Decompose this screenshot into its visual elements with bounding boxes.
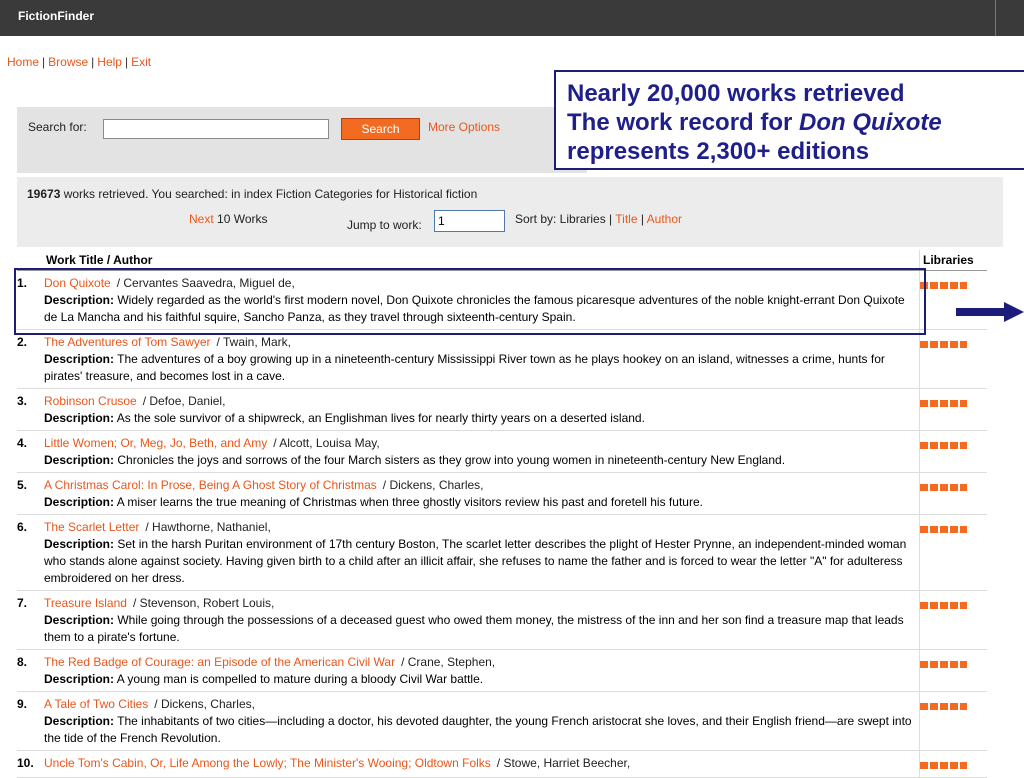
work-cell bbox=[44, 330, 920, 389]
work-title-link[interactable]: Uncle Tom's Cabin, Or, Life Among the Lowly; The Minister's Wooing; Oldtown Folks bbox=[44, 756, 491, 770]
search-panel bbox=[17, 107, 587, 173]
libraries-holdings-bar-icon[interactable] bbox=[920, 526, 967, 533]
work-author: / Dickens, Charles, bbox=[154, 697, 255, 711]
work-author: / Crane, Stephen, bbox=[401, 655, 496, 669]
libraries-cell bbox=[920, 692, 988, 751]
work-cell bbox=[44, 271, 920, 330]
work-cell bbox=[44, 389, 920, 431]
callout-line-1: Nearly 20,000 works retrieved bbox=[567, 80, 905, 107]
row-number: 3. bbox=[17, 389, 44, 431]
libraries-cell bbox=[920, 473, 988, 515]
results-summary: works retrieved. You searched: in index Fiction Categories for Historical fiction bbox=[63, 187, 478, 201]
description-text: Set in the harsh Puritan environment of 17th century Boston, The scarlet letter describes the plight of Hester Prynne, an independent-minded woman who stands alone against society. Having given birth to a child after an illicit affair, she refuses to name the father and is forced to wear the letter "A" for adulteress embroidered on her dress. bbox=[44, 537, 907, 585]
work-title-line bbox=[44, 477, 919, 494]
libraries-holdings-bar-icon[interactable] bbox=[920, 282, 967, 289]
work-description bbox=[44, 612, 919, 646]
nav-home-link[interactable]: Home bbox=[7, 55, 40, 69]
work-title-line bbox=[44, 654, 919, 671]
row-number: 5. bbox=[17, 473, 44, 515]
top-bar-edge bbox=[995, 0, 1024, 36]
work-description bbox=[44, 351, 919, 385]
work-title-link[interactable]: The Red Badge of Courage: an Episode of the American Civil War bbox=[44, 655, 396, 669]
description-text: While going through the possessions of a deceased guest who owed them money, the mistress of the inn and her son find a treasure map that leads them to a pirate's fortune. bbox=[44, 613, 904, 644]
description-text: The inhabitants of two cities—including a doctor, his devoted daughter, the young French aristocrat she loves, and their English friend—are swept into the tide of the French Revolution. bbox=[44, 714, 912, 745]
work-title-author-header: Work Title / Author bbox=[17, 250, 920, 271]
next-link[interactable]: Next bbox=[189, 212, 214, 226]
description-label: Description: bbox=[44, 613, 115, 627]
description-text: Widely regarded as the world's first modern novel, Don Quixote chronicles the famous picaresque adventures of the noble knight-errant Don Quixote de La Mancha and his faithful squire, Sancho Panza, as they travel through sixteenth-century Spain. bbox=[44, 293, 905, 324]
libraries-cell bbox=[920, 751, 988, 778]
search-button[interactable]: Search bbox=[341, 118, 420, 140]
results-table-header bbox=[17, 250, 987, 271]
nav-help-link[interactable]: Help bbox=[97, 55, 122, 69]
work-description bbox=[44, 494, 919, 511]
callout-line-2 bbox=[567, 108, 1024, 137]
description-label: Description: bbox=[44, 714, 115, 728]
work-title-line bbox=[44, 393, 919, 410]
nav-separator: | bbox=[91, 55, 95, 69]
work-title-line bbox=[44, 755, 919, 772]
libraries-holdings-bar-icon[interactable] bbox=[920, 442, 967, 449]
row-number: 4. bbox=[17, 431, 44, 473]
description-text: The adventures of a boy growing up in a nineteenth-century Mississippi River town as he plays hookey on an island, witnesses a crime, hunts for pirates' treasure, and becomes lost in a cave. bbox=[44, 352, 885, 383]
libraries-holdings-bar-icon[interactable] bbox=[920, 484, 967, 491]
work-cell bbox=[44, 515, 920, 591]
jump-to-work-label: Jump to work: bbox=[347, 218, 422, 232]
table-row bbox=[17, 330, 987, 389]
libraries-cell bbox=[920, 650, 988, 692]
work-title-link[interactable]: Little Women; Or, Meg, Jo, Beth, and Amy bbox=[44, 436, 268, 450]
table-row bbox=[17, 591, 987, 650]
sort-separator: | bbox=[609, 212, 613, 226]
app-title: FictionFinder bbox=[18, 9, 94, 23]
work-cell bbox=[44, 692, 920, 751]
libraries-cell bbox=[920, 431, 988, 473]
description-label: Description: bbox=[44, 453, 115, 467]
work-title-link[interactable]: The Scarlet Letter bbox=[44, 520, 140, 534]
work-title-link[interactable]: A Tale of Two Cities bbox=[44, 697, 149, 711]
work-description bbox=[44, 671, 919, 688]
description-label: Description: bbox=[44, 672, 115, 686]
libraries-cell bbox=[920, 591, 988, 650]
work-title-line bbox=[44, 334, 919, 351]
work-author: / Hawthorne, Nathaniel, bbox=[145, 520, 271, 534]
nav-exit-link[interactable]: Exit bbox=[131, 55, 152, 69]
sort-by-libraries: Sort by: Libraries bbox=[515, 212, 606, 226]
sort-by-author-link[interactable]: Author bbox=[646, 212, 683, 226]
nav-browse-link[interactable]: Browse bbox=[48, 55, 89, 69]
work-title-line bbox=[44, 275, 919, 292]
callout-work-title: Don Quixote bbox=[799, 109, 942, 136]
table-row bbox=[17, 751, 987, 778]
sort-separator: | bbox=[640, 212, 644, 226]
description-text: A young man is compelled to mature during a bloody Civil War battle. bbox=[116, 672, 484, 686]
work-author: / Cervantes Saavedra, Miguel de, bbox=[116, 276, 295, 290]
annotation-callout bbox=[554, 70, 1024, 170]
libraries-holdings-bar-icon[interactable] bbox=[920, 341, 967, 348]
work-author: / Defoe, Daniel, bbox=[142, 394, 226, 408]
work-description bbox=[44, 536, 919, 587]
callout-line-3: represents 2,300+ editions bbox=[567, 138, 870, 165]
libraries-cell bbox=[920, 389, 988, 431]
work-cell bbox=[44, 751, 920, 778]
nav-separator: | bbox=[42, 55, 46, 69]
table-row bbox=[17, 650, 987, 692]
work-description bbox=[44, 452, 919, 469]
table-row bbox=[17, 473, 987, 515]
work-title-line bbox=[44, 595, 919, 612]
work-author: / Alcott, Louisa May, bbox=[273, 436, 380, 450]
results-summary-panel bbox=[17, 177, 1003, 247]
sort-by bbox=[515, 212, 682, 226]
libraries-holdings-bar-icon[interactable] bbox=[920, 400, 967, 407]
description-text: As the sole survivor of a shipwreck, an Englishman lives for nearly thirty years on a deserted island. bbox=[116, 411, 645, 425]
next-works bbox=[189, 212, 268, 226]
callout-line-2-text: The work record for bbox=[567, 109, 800, 136]
description-text: Chronicles the joys and sorrows of the four March sisters as they grow into young women in nineteenth-century New England. bbox=[117, 453, 786, 467]
search-label: Search for: bbox=[28, 120, 87, 134]
row-number: 6. bbox=[17, 515, 44, 591]
work-author: / Stevenson, Robert Louis, bbox=[132, 596, 275, 610]
libraries-holdings-bar-icon[interactable] bbox=[920, 661, 967, 668]
work-cell bbox=[44, 473, 920, 515]
results-count-line bbox=[27, 187, 477, 201]
work-title-line bbox=[44, 519, 919, 536]
table-row bbox=[17, 271, 987, 330]
top-bar bbox=[0, 0, 1024, 36]
sort-by-title-link[interactable]: Title bbox=[615, 212, 638, 226]
libraries-cell bbox=[920, 515, 988, 591]
search-input[interactable] bbox=[103, 119, 329, 139]
next-works-text: 10 Works bbox=[217, 212, 268, 226]
results-count: 19673 bbox=[27, 187, 61, 201]
description-label: Description: bbox=[44, 293, 115, 307]
work-author: / Dickens, Charles, bbox=[382, 478, 484, 492]
table-row bbox=[17, 431, 987, 473]
work-title-link[interactable]: Treasure Island bbox=[44, 596, 127, 610]
description-label: Description: bbox=[44, 537, 115, 551]
row-number: 2. bbox=[17, 330, 44, 389]
more-options-link[interactable]: More Options bbox=[428, 120, 501, 134]
work-title-link[interactable]: Don Quixote bbox=[44, 276, 111, 290]
work-cell bbox=[44, 650, 920, 692]
work-description bbox=[44, 292, 919, 326]
work-cell bbox=[44, 431, 920, 473]
work-title-line bbox=[44, 696, 919, 713]
jump-to-work-input[interactable] bbox=[434, 210, 505, 232]
libraries-cell bbox=[920, 330, 988, 389]
work-author: / Stowe, Harriet Beecher, bbox=[496, 756, 631, 770]
table-row bbox=[17, 692, 987, 751]
description-label: Description: bbox=[44, 352, 115, 366]
table-row bbox=[17, 515, 987, 591]
table-row bbox=[17, 389, 987, 431]
results-table bbox=[17, 250, 987, 778]
row-number: 8. bbox=[17, 650, 44, 692]
work-cell bbox=[44, 591, 920, 650]
row-number: 7. bbox=[17, 591, 44, 650]
work-title-line bbox=[44, 435, 919, 452]
row-number: 1. bbox=[17, 271, 44, 330]
description-label: Description: bbox=[44, 495, 115, 509]
libraries-holdings-bar-icon[interactable] bbox=[920, 602, 967, 609]
description-text: A miser learns the true meaning of Christmas when three ghostly visitors review his past and foretell his future. bbox=[116, 495, 703, 509]
description-label: Description: bbox=[44, 411, 115, 425]
nav-separator: | bbox=[124, 55, 129, 69]
work-author: / Twain, Mark, bbox=[216, 335, 291, 349]
row-number: 10. bbox=[17, 751, 44, 778]
work-description bbox=[44, 713, 919, 747]
results-table-body bbox=[17, 271, 987, 778]
work-title-link[interactable]: A Christmas Carol: In Prose, Being A Ghost Story of Christmas bbox=[44, 478, 377, 492]
row-number: 9. bbox=[17, 692, 44, 751]
libraries-holdings-bar-icon[interactable] bbox=[920, 703, 967, 710]
work-title-link[interactable]: The Adventures of Tom Sawyer bbox=[44, 335, 211, 349]
libraries-header: Libraries bbox=[920, 250, 988, 271]
work-title-link[interactable]: Robinson Crusoe bbox=[44, 394, 137, 408]
work-description bbox=[44, 410, 919, 427]
top-nav bbox=[7, 55, 151, 69]
right-arrow-icon bbox=[956, 302, 1024, 322]
